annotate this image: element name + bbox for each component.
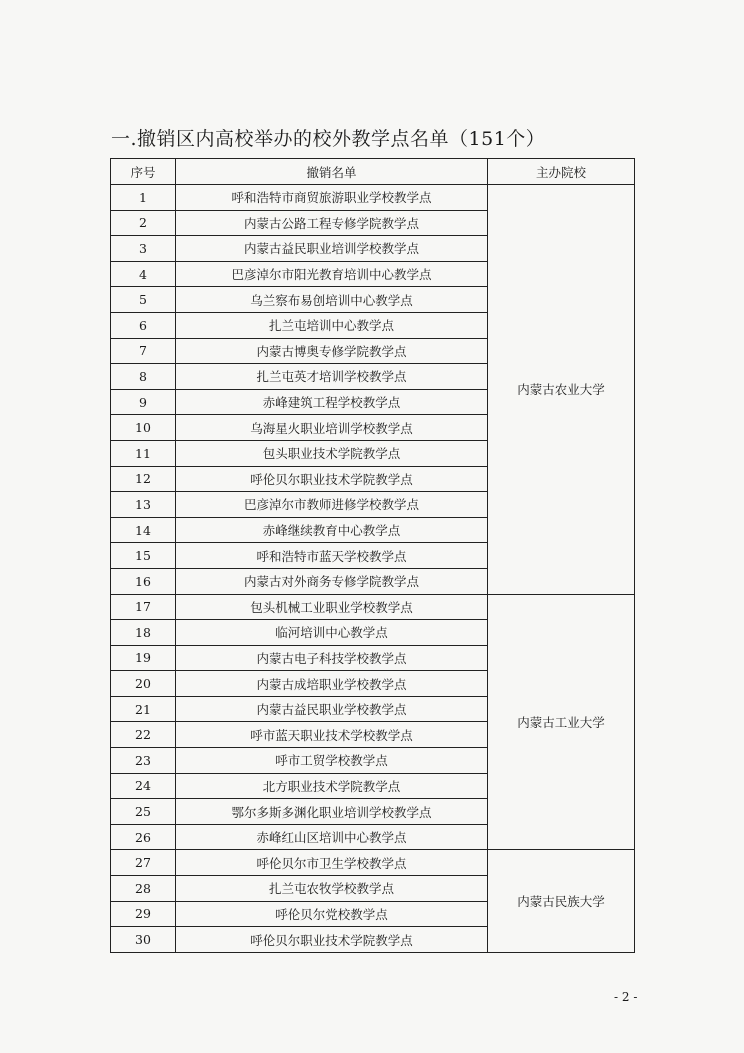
- row-serial-number: 23: [111, 748, 176, 774]
- row-serial-number: 16: [111, 568, 176, 594]
- row-site-name: 内蒙古益民职业培训学校教学点: [176, 236, 488, 262]
- table-body: [111, 185, 635, 953]
- row-site-name: 扎兰屯英才培训学校教学点: [176, 364, 488, 390]
- row-site-name: 呼伦贝尔职业技术学院教学点: [176, 927, 488, 953]
- row-serial-number: 27: [111, 850, 176, 876]
- row-serial-number: 3: [111, 236, 176, 262]
- header-host-institution: 主办院校: [488, 159, 635, 185]
- host-institution-cell: 内蒙古工业大学: [488, 594, 635, 850]
- row-site-name: 内蒙古电子科技学校教学点: [176, 645, 488, 671]
- page-number: - 2 -: [614, 990, 638, 1004]
- row-site-name: 北方职业技术学院教学点: [176, 773, 488, 799]
- row-serial-number: 4: [111, 261, 176, 287]
- row-serial-number: 1: [111, 185, 176, 211]
- page-title: 一.撤销区内高校举办的校外教学点名单（151个）: [111, 128, 546, 150]
- row-site-name: 扎兰屯农牧学校教学点: [176, 876, 488, 902]
- row-site-name: 包头职业技术学院教学点: [176, 440, 488, 466]
- row-serial-number: 6: [111, 312, 176, 338]
- row-site-name: 呼市工贸学校教学点: [176, 748, 488, 774]
- row-site-name: 赤峰继续教育中心教学点: [176, 517, 488, 543]
- row-serial-number: 2: [111, 210, 176, 236]
- row-site-name: 内蒙古对外商务专修学院教学点: [176, 568, 488, 594]
- row-site-name: 临河培训中心教学点: [176, 620, 488, 646]
- header-revoked-list: 撤销名单: [176, 159, 488, 185]
- row-serial-number: 28: [111, 876, 176, 902]
- row-serial-number: 7: [111, 338, 176, 364]
- row-site-name: 呼伦贝尔职业技术学院教学点: [176, 466, 488, 492]
- row-site-name: 呼和浩特市商贸旅游职业学校教学点: [176, 185, 488, 211]
- row-serial-number: 10: [111, 415, 176, 441]
- row-serial-number: 24: [111, 773, 176, 799]
- table-row: [111, 594, 635, 620]
- row-serial-number: 22: [111, 722, 176, 748]
- row-site-name: 呼和浩特市蓝天学校教学点: [176, 543, 488, 569]
- row-site-name: 呼伦贝尔党校教学点: [176, 901, 488, 927]
- row-site-name: 呼市蓝天职业技术学校教学点: [176, 722, 488, 748]
- row-site-name: 内蒙古公路工程专修学院教学点: [176, 210, 488, 236]
- row-serial-number: 8: [111, 364, 176, 390]
- row-serial-number: 13: [111, 492, 176, 518]
- row-serial-number: 19: [111, 645, 176, 671]
- row-serial-number: 5: [111, 287, 176, 313]
- row-serial-number: 25: [111, 799, 176, 825]
- row-site-name: 乌海星火职业培训学校教学点: [176, 415, 488, 441]
- host-institution-cell: 内蒙古农业大学: [488, 185, 635, 595]
- table-row: [111, 185, 635, 211]
- row-serial-number: 29: [111, 901, 176, 927]
- row-serial-number: 14: [111, 517, 176, 543]
- row-serial-number: 26: [111, 824, 176, 850]
- row-site-name: 巴彦淖尔市教师进修学校教学点: [176, 492, 488, 518]
- row-serial-number: 21: [111, 696, 176, 722]
- row-site-name: 包头机械工业职业学校教学点: [176, 594, 488, 620]
- row-serial-number: 12: [111, 466, 176, 492]
- row-site-name: 内蒙古成培职业学校教学点: [176, 671, 488, 697]
- row-site-name: 扎兰屯培训中心教学点: [176, 312, 488, 338]
- table-header-row: [111, 159, 635, 185]
- row-serial-number: 30: [111, 927, 176, 953]
- row-serial-number: 20: [111, 671, 176, 697]
- row-site-name: 鄂尔多斯多渊化职业培训学校教学点: [176, 799, 488, 825]
- host-institution-cell: 内蒙古民族大学: [488, 850, 635, 952]
- header-serial-number: 序号: [111, 159, 176, 185]
- row-site-name: 内蒙古益民职业学校教学点: [176, 696, 488, 722]
- row-site-name: 呼伦贝尔市卫生学校教学点: [176, 850, 488, 876]
- row-site-name: 赤峰红山区培训中心教学点: [176, 824, 488, 850]
- row-site-name: 赤峰建筑工程学校教学点: [176, 389, 488, 415]
- row-site-name: 巴彦淖尔市阳光教育培训中心教学点: [176, 261, 488, 287]
- row-serial-number: 11: [111, 440, 176, 466]
- row-serial-number: 17: [111, 594, 176, 620]
- row-serial-number: 9: [111, 389, 176, 415]
- row-site-name: 乌兰察布易创培训中心教学点: [176, 287, 488, 313]
- row-site-name: 内蒙古博奥专修学院教学点: [176, 338, 488, 364]
- row-serial-number: 18: [111, 620, 176, 646]
- table-row: [111, 850, 635, 876]
- revoked-sites-table: [110, 158, 635, 953]
- row-serial-number: 15: [111, 543, 176, 569]
